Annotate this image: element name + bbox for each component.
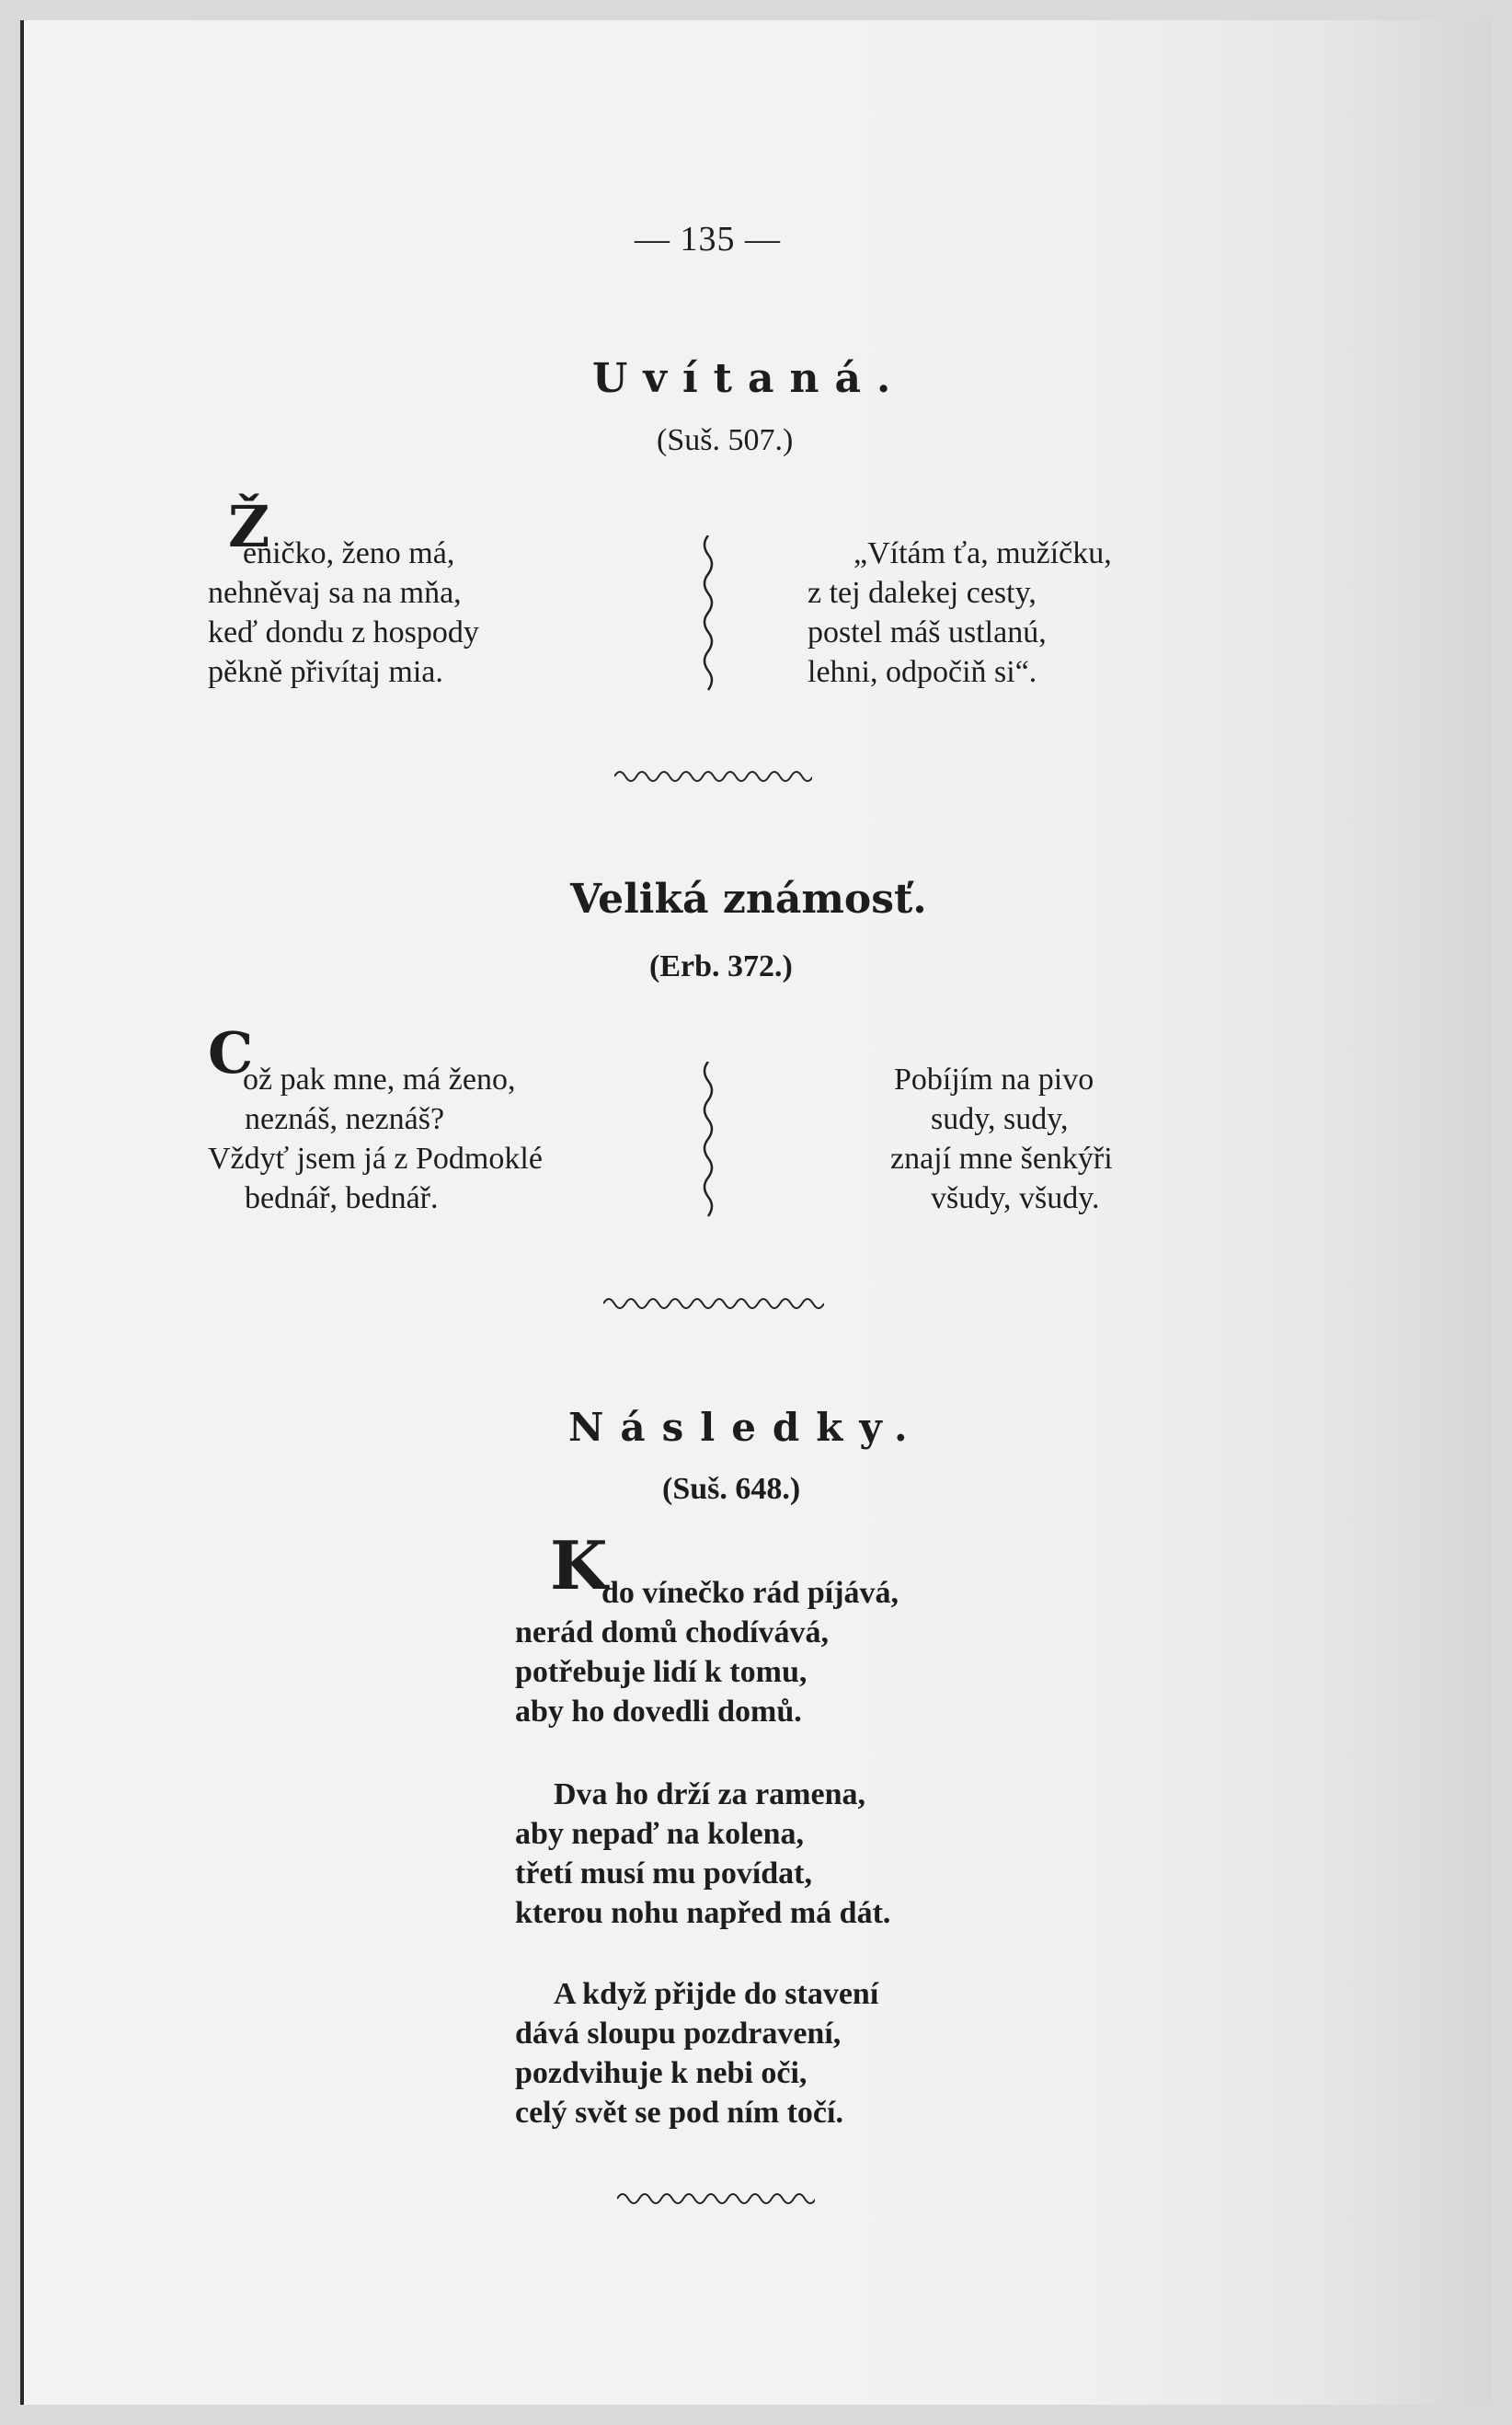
- verse-line: dává sloupu pozdravení,: [515, 2017, 842, 2051]
- verse-line: „Vítám ťa, mužíčku,: [853, 536, 1112, 570]
- drop-cap: K: [550, 1526, 608, 1604]
- poem-source-velika-znamost: (Erb. 372.): [649, 949, 793, 983]
- poem-title-uvitana: Uvítaná.: [592, 355, 907, 402]
- ornament-divider: [614, 767, 812, 786]
- poem-source-uvitana: (Suš. 507.): [657, 423, 794, 457]
- drop-cap: Ž: [228, 493, 270, 560]
- verse-line: z tej dalekej cesty,: [808, 576, 1037, 610]
- verse-line: kterou nohu napřed má dát.: [515, 1896, 891, 1930]
- stanza-right: [890, 1060, 1113, 1218]
- book-page: [20, 20, 1492, 2405]
- verse-line: všudy, všudy.: [931, 1181, 1100, 1215]
- stanza: [515, 1573, 899, 1731]
- poem-title-velika-znamost: Veliká známosť.: [570, 876, 927, 923]
- stanza-left: [208, 534, 479, 692]
- poem-title-nasledky: Následky.: [568, 1405, 924, 1450]
- verse-line: A když přijde do stavení: [554, 1977, 879, 2011]
- ornament-divider: [603, 1293, 824, 1314]
- verse-line: aby nepaď na kolena,: [515, 1817, 805, 1851]
- page-number: — 135 —: [635, 220, 781, 259]
- poem-source-nasledky: (Suš. 648.): [662, 1472, 801, 1506]
- verse-line: aby ho dovedli domů.: [515, 1695, 802, 1729]
- verse-line: třetí musí mu povídat,: [515, 1856, 812, 1891]
- verse-line: potřebuje lidí k tomu,: [515, 1655, 808, 1689]
- verse-line: Dva ho drží za ramena,: [554, 1777, 866, 1811]
- verse-line: do vínečko rád píjává,: [601, 1576, 899, 1610]
- verse-line: Pobíjím na pivo: [894, 1063, 1094, 1097]
- verse-line: znají mne šenkýři: [890, 1142, 1113, 1176]
- stanza-right: [808, 534, 1112, 692]
- ornament-divider: [617, 2189, 815, 2208]
- verse-line: Vždyť jsem já z Podmoklé: [208, 1142, 543, 1176]
- verse-line: celý svět se pod ním točí.: [515, 2096, 843, 2130]
- wavy-brace: [700, 1062, 716, 1218]
- verse-line: neznáš, neznáš?: [245, 1102, 445, 1136]
- verse-line: pozdvihuje k nebi oči,: [515, 2056, 808, 2090]
- stanza: [515, 1775, 890, 1933]
- drop-cap: C: [208, 1019, 254, 1086]
- stanza-left: [208, 1060, 543, 1218]
- verse-line: sudy, sudy,: [931, 1102, 1069, 1136]
- wavy-brace: [700, 535, 716, 692]
- verse-line: nerád domů chodívává,: [515, 1615, 829, 1649]
- verse-line: postel máš ustlanú,: [808, 615, 1047, 649]
- verse-line: bednář, bednář.: [245, 1181, 439, 1215]
- stanza: [515, 1974, 878, 2132]
- verse-line: ož pak mne, má ženo,: [243, 1063, 516, 1097]
- verse-line: nehněvaj sa na mňa,: [208, 576, 462, 610]
- verse-line: pěkně přivítaj mia.: [208, 655, 443, 689]
- verse-line: keď dondu z hospody: [208, 615, 479, 649]
- verse-line: lehni, odpočiň si“.: [808, 655, 1037, 689]
- verse-line: eničko, ženo má,: [243, 536, 455, 570]
